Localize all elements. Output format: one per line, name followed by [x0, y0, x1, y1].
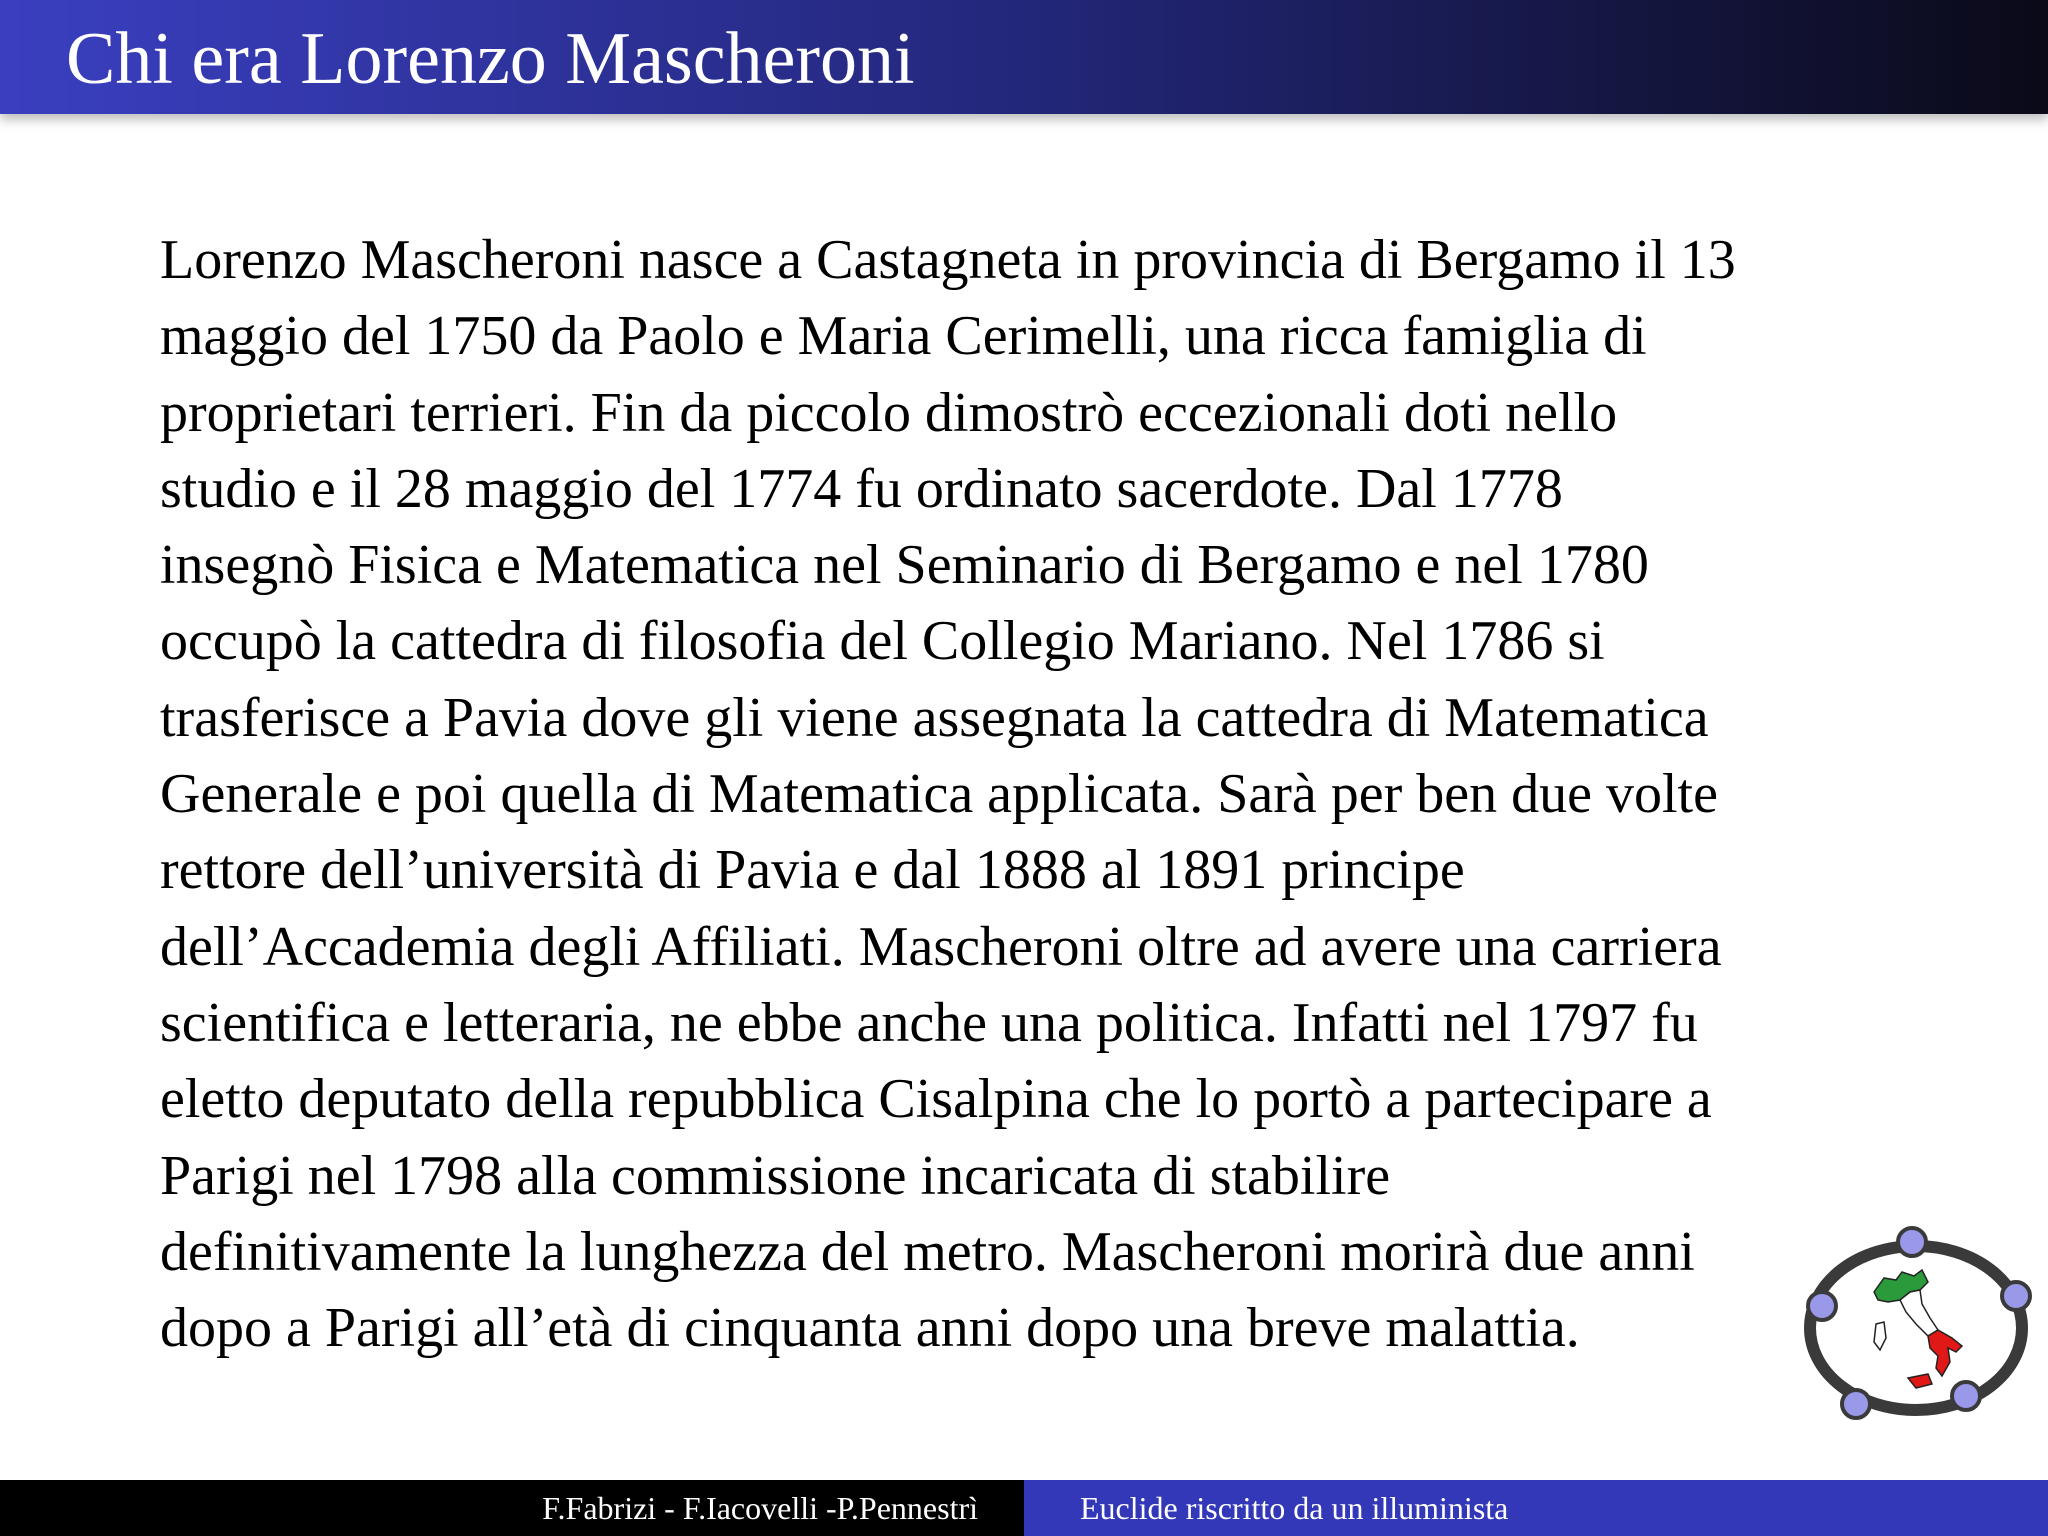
body-line: definitivamente la lunghezza del metro. Mascheroni morirà due anni: [160, 1220, 1695, 1283]
italy-map-geogebra-logo-icon: [1796, 1220, 2036, 1430]
body-line: trasferisce a Pavia dove gli viene assegnata la cattedra di Matematica: [160, 686, 1709, 749]
body-line: Lorenzo Mascheroni nasce a Castagneta in provincia di Bergamo il 13: [160, 229, 1736, 291]
body-line: scientifica e letteraria, ne ebbe anche una politica. Infatti nel 1797 fu: [160, 991, 1698, 1054]
body-line: insegnò Fisica e Matematica nel Seminario di Bergamo e nel 1780: [160, 534, 1649, 597]
body-line: proprietari terrieri. Fin da piccolo dimostrò eccezionali doti nello: [160, 381, 1618, 444]
slide-body: [160, 222, 1900, 1366]
logo-node: [1842, 1390, 1870, 1418]
body-line: dell’Accademia degli Affiliati. Mascheroni oltre ad avere una carriera: [160, 915, 1722, 978]
logo-node: [1952, 1382, 1980, 1410]
body-line: Parigi nel 1798 alla commissione incaricata di stabilire: [160, 1144, 1391, 1207]
body-line: rettore dell’università di Pavia e dal 1888 al 1891 principe: [160, 839, 1465, 902]
footer: [0, 1480, 2048, 1536]
logo-node: [1898, 1228, 1926, 1256]
slide-title: Chi era Lorenzo Mascheroni: [66, 18, 915, 100]
body-line: dopo a Parigi all’età di cinquanta anni dopo una breve malattia.: [160, 1297, 1580, 1360]
logo-node: [2002, 1282, 2030, 1310]
body-line: eletto deputato della repubblica Cisalpina che lo portò a partecipare a: [160, 1068, 1712, 1131]
body-line: occupò la cattedra di filosofia del Collegio Mariano. Nel 1786 si: [160, 610, 1605, 673]
body-line: maggio del 1750 da Paolo e Maria Cerimelli, una ricca famiglia di: [160, 305, 1647, 368]
footer-presentation-title: Euclide riscritto da un illuminista: [1024, 1480, 2048, 1536]
footer-authors: F.Fabrizi - F.Iacovelli -P.Pennestrì: [0, 1480, 1024, 1536]
title-bar: [0, 0, 2048, 114]
logo-node: [1808, 1292, 1836, 1320]
body-line: Generale e poi quella di Matematica applicata. Sarà per ben due volte: [160, 763, 1718, 826]
body-line: studio e il 28 maggio del 1774 fu ordinato sacerdote. Dal 1778: [160, 457, 1563, 520]
